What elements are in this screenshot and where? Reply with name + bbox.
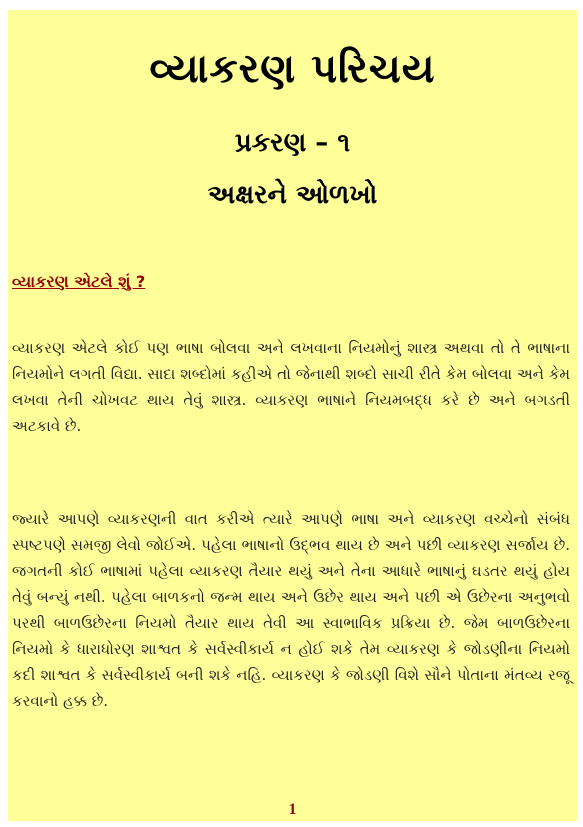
page-number: 1 (288, 801, 297, 818)
paragraph-1: વ્યાકરણ એટલે કોઈ પણ ભાષા બોલવા અને લખવાના નિયમોનું શાસ્ત્ર અથવા તો તે ભાષાના નિયમોને લગતી વિદ્યા. સાદા શબ્દોમાં કહીએ તો જેનાથી શબ્દો સાચી રીતે કેમ બોલવા અને કેમ લખવા તેની ચોખવટ થાય તેવું શાસ્ત્ર. વ્યાકરણ ભાષાને નિયમબદ્ધ કરે છે અને બગડતી અટકાવે છે. (12, 339, 570, 435)
page-title: વ્યાકરણ પરિચય (149, 46, 436, 92)
document-page (8, 10, 577, 821)
section-heading: વ્યાકરણ એટલે શું ? (12, 272, 146, 291)
chapter-heading: પ્રકરણ – ૧ (234, 128, 351, 158)
paragraph-2: જ્યારે આપણે વ્યાકરણની વાત કરીએ ત્યારે આપણે ભાષા અને વ્યાકરણ વચ્ચેનો સંબંધ સ્પષ્ટપણે સમજી લેવો જોઈએ. પહેલા ભાષાનો ઉદ્ભવ થાય છે અને પછી વ્યાકરણ સર્જાય છે. જગતની કોઈ ભાષામાં પહેલા વ્યાકરણ તૈયાર થયું અને તેના આધારે ભાષાનું ઘડતર થયું હોય તેવું બન્યું નથી. પહેલા બાળકનો જન્મ થાય અને ઉછેર થાય અને પછી એ ઉછેરના અનુભવો પરથી બાળઉછેરના નિયમો તૈયાર થાય તેવી આ સ્વાભાવિક પ્રક્રિયા છે. જેમ બાળઉછેરના નિયમો કે ધારાધોરણ શાશ્વત કે સર્વસ્વીકાર્ય ન હોઈ શકે તેમ વ્યાકરણ કે જોડણીના નિયમો કદી શાશ્વત કે સર્વસ્વીકાર્ય બની શકે નહિ. વ્યાકરણ કે જોડણી વિશે સૌને પોતાના મંતવ્ય રજૂ કરવાનો હક્ક છે. (12, 510, 570, 710)
chapter-subtitle: અક્ષરને ઓળખો (207, 180, 378, 210)
